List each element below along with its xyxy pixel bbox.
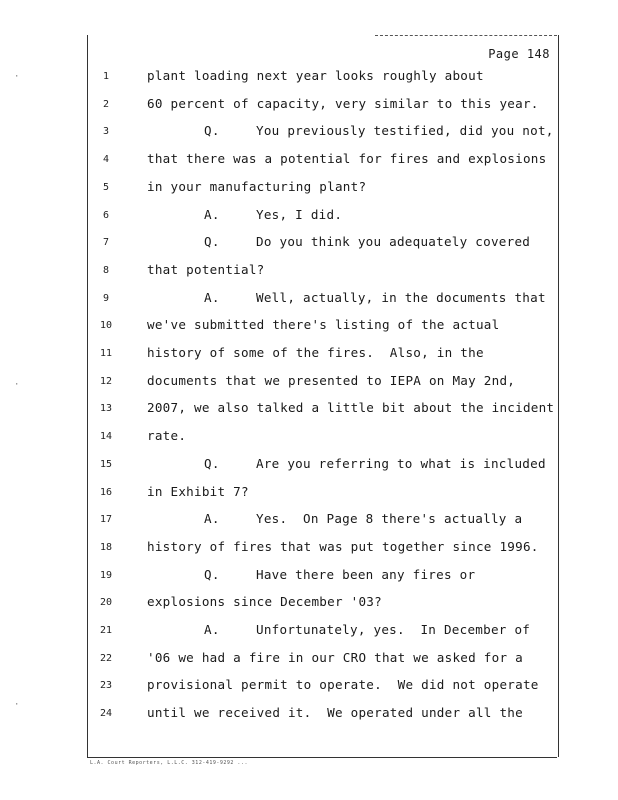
line-content: Are you referring to what is included [256, 455, 546, 471]
line-text [147, 373, 515, 388]
line-content: documents that we presented to IEPA on May 2nd, [147, 372, 516, 388]
transcript-line [0, 567, 618, 587]
line-text [147, 428, 186, 443]
line-text [147, 650, 523, 665]
line-text [147, 179, 366, 194]
transcript-line [0, 151, 618, 171]
speaker-label: Q. [204, 234, 220, 250]
transcript-line [0, 262, 618, 282]
transcript-line [0, 96, 618, 116]
line-content: until we received it. We operated under all the [147, 705, 523, 721]
scan-artifact: · [14, 72, 20, 82]
line-number: 1 [102, 71, 110, 82]
line-text [147, 705, 523, 720]
line-content: explosions since December '03? [147, 594, 382, 610]
transcript-line [0, 622, 618, 642]
line-content: we've submitted there's listing of the actual [147, 317, 500, 333]
line-content: rate. [147, 428, 187, 444]
transcript-line [0, 317, 618, 337]
bottom-rule [87, 757, 557, 758]
transcript-line [0, 511, 618, 531]
line-content: Well, actually, in the documents that [256, 289, 546, 305]
line-number: 19 [99, 569, 113, 581]
line-content: in Exhibit 7? [147, 483, 249, 499]
speaker-label: Q. [204, 566, 220, 582]
line-text [147, 317, 499, 332]
transcript-line [0, 373, 618, 393]
transcript-line [0, 400, 618, 420]
line-text [204, 511, 522, 526]
transcript-line [0, 484, 618, 504]
speaker-label: A. [204, 511, 220, 527]
transcript-line [0, 539, 618, 559]
line-number: 11 [99, 348, 113, 359]
line-number: 15 [99, 458, 113, 470]
line-number: 8 [102, 264, 110, 276]
line-content: history of fires that was put together since 1996. [147, 538, 539, 554]
line-number: 5 [102, 181, 110, 193]
line-text [147, 400, 554, 415]
line-content: provisional permit to operate. We did not operate [147, 677, 539, 693]
transcript-line [0, 179, 618, 199]
line-text [204, 567, 475, 582]
line-number: 23 [99, 680, 113, 692]
transcript-line [0, 68, 618, 88]
line-content: Yes. On Page 8 there's actually a [256, 511, 523, 527]
line-number: 13 [99, 403, 113, 415]
transcript-line [0, 456, 618, 476]
footer-text: L.A. Court Reporters, L.L.C. 312-419-9292 ... [90, 760, 248, 766]
line-number: 6 [102, 209, 110, 221]
line-number: 7 [102, 237, 110, 249]
line-number: 17 [99, 514, 113, 526]
line-text [147, 262, 264, 277]
line-content: You previously testified, did you not, [256, 123, 554, 139]
line-number: 24 [99, 708, 113, 720]
line-number: 12 [99, 375, 113, 387]
transcript-line [0, 650, 618, 670]
line-number: 14 [99, 431, 113, 443]
transcript-line [0, 234, 618, 254]
line-text [204, 456, 546, 471]
scan-artifact: · [14, 380, 20, 390]
transcript-line [0, 428, 618, 448]
transcript-line [0, 594, 618, 614]
line-text [147, 151, 546, 166]
speaker-label: A. [204, 289, 220, 305]
line-text [204, 123, 554, 138]
line-number: 3 [102, 126, 110, 138]
speaker-label: A. [204, 622, 220, 637]
line-text [147, 539, 539, 554]
top-rule [375, 35, 557, 36]
line-text [204, 290, 546, 305]
transcript-line [0, 677, 618, 697]
line-text [147, 96, 539, 111]
transcript-line [0, 123, 618, 143]
line-content: Have there been any fires or [256, 566, 476, 582]
speaker-label: Q. [204, 123, 220, 139]
line-text [147, 594, 382, 609]
transcript-line [0, 207, 618, 227]
line-content: 2007, we also talked a little bit about the incident [147, 400, 555, 416]
line-content: that there was a potential for fires and explosions [147, 151, 547, 167]
page-number: Page 148 [488, 47, 550, 61]
transcript-line [0, 345, 618, 365]
line-content: Do you think you adequately covered [256, 234, 531, 250]
line-number: 21 [99, 625, 113, 636]
speaker-label: A. [204, 206, 220, 222]
line-text [204, 207, 342, 222]
line-text [147, 484, 249, 499]
line-content: that potential? [147, 261, 265, 277]
line-text [204, 234, 530, 249]
transcript-line [0, 290, 618, 310]
line-number: 4 [102, 154, 110, 166]
line-content: '06 we had a fire in our CRO that we asked for a [147, 649, 523, 665]
line-text [204, 622, 530, 637]
line-content: in your manufacturing plant? [147, 178, 367, 194]
line-number: 22 [99, 652, 113, 664]
scan-artifact: · [14, 700, 20, 710]
line-number: 20 [99, 597, 113, 609]
line-content: Unfortunately, yes. In December of [256, 622, 531, 637]
line-content: history of some of the fires. Also, in the [147, 345, 484, 360]
line-content: Yes, I did. [256, 206, 343, 222]
line-content: plant loading next year looks roughly about [147, 68, 484, 83]
line-number: 10 [99, 320, 113, 332]
line-text [147, 68, 484, 83]
line-number: 18 [99, 541, 113, 553]
line-content: 60 percent of capacity, very similar to this year. [147, 95, 539, 111]
line-number: 16 [99, 486, 113, 498]
line-number: 9 [102, 292, 110, 304]
speaker-label: Q. [204, 455, 220, 471]
transcript-line [0, 705, 618, 725]
line-number: 2 [102, 98, 110, 110]
line-text [147, 345, 484, 360]
line-text [147, 677, 539, 692]
